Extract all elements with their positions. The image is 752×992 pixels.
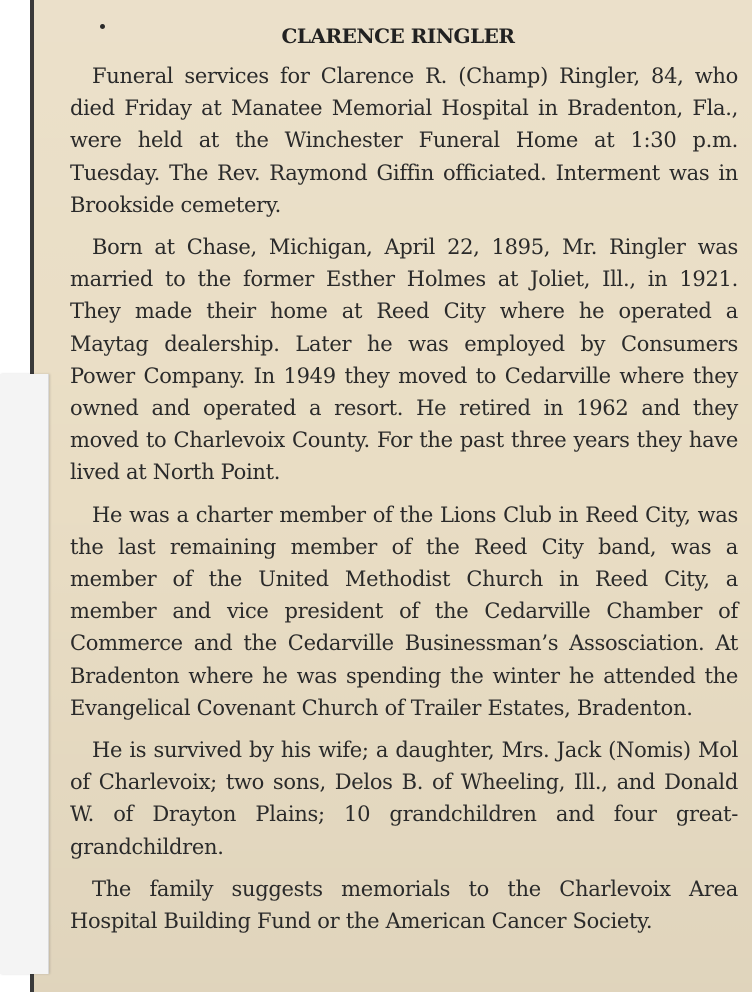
- obituary-body: [70, 60, 738, 947]
- obituary-title: CLARENCE RINGLER: [281, 24, 515, 48]
- paragraph-survivors: He is survived by his wife; a daughter, Mrs. Jack (Nomis) Mol of Charlevoix; two sons, Delos B. of Wheeling, Ill., and Donald W. of Drayton Plains; 10 grandchildren and four great-grandchildren.: [70, 738, 738, 859]
- paragraph-funeral: Funeral services for Clarence R. (Champ) Ringler, 84, who died Friday at Manatee Memorial Hospital in Bradenton, Fla., were held at the Winchester Funeral Home at 1:30 p.m. Tuesday. The Rev. Raymond Giffin officiated. Interment was in Brookside cemetery.: [70, 64, 738, 217]
- paragraph-memberships: He was a charter member of the Lions Club in Reed City, was the last remaining member of the Reed City band, was a member of the United Methodist Church in Reed City, a member and vice president of the Cedarville Chamber of Commerce and the Cedarville Businessman’s Assosciation. At Bradenton where he was spending the winter he attended the Evangelical Covenant Church of Trailer Estates, Bradenton.: [70, 502, 738, 720]
- paragraph-memorials: The family suggests memorials to the Charlevoix Area Hospital Building Fund or the American Cancer Society.: [70, 876, 738, 934]
- paper-fold: [0, 374, 49, 974]
- paragraph-biography: Born at Chase, Michigan, April 22, 1895, Mr. Ringler was married to the former Esther Holmes at Joliet, Ill., in 1921. They made their home at Reed City where he operated a Maytag dealership. Later he was employed by Consumers Power Company. In 1949 they moved to Cedarville where they owned and operated a resort. He retired in 1962 and they moved to Charlevoix County. For the past three years they have lived at North Point.: [70, 235, 738, 485]
